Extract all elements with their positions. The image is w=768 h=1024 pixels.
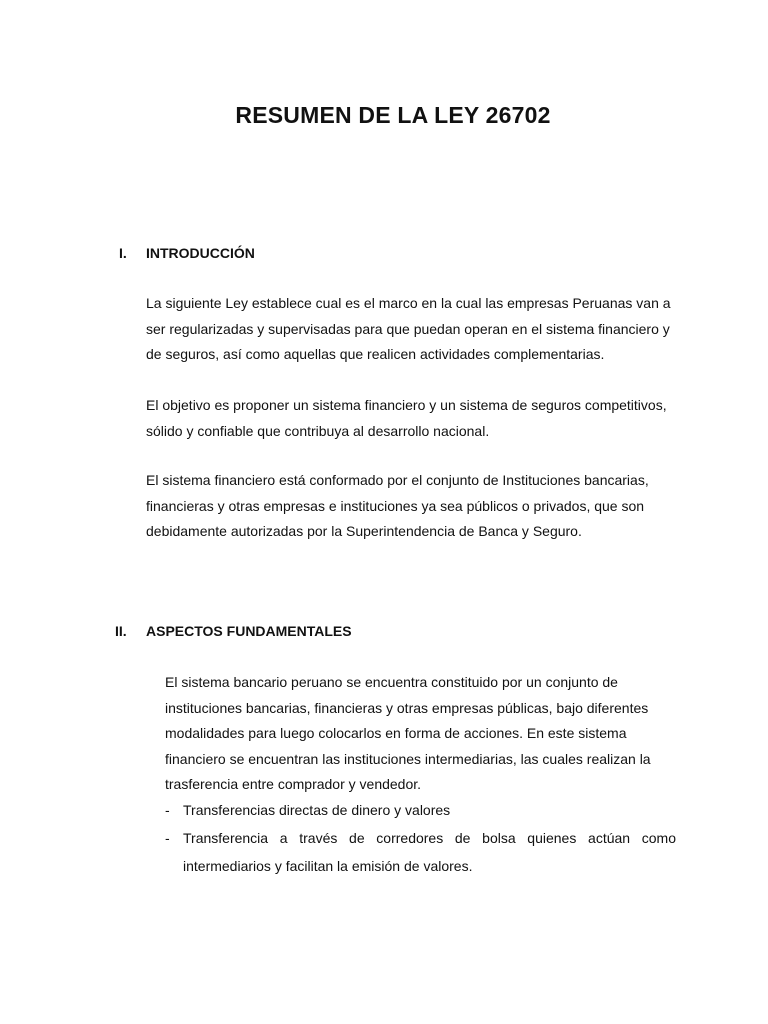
bullet-item xyxy=(165,824,676,880)
bullet-text: Transferencia a través de corredores de bolsa quienes actúan como intermediarios y facilitan la emisión de valores. xyxy=(183,830,676,874)
section-heading-introduccion xyxy=(119,245,419,265)
bullet-item xyxy=(165,796,676,824)
paragraph-intro-2: El objetivo es proponer un sistema financiero y un sistema de seguros competitivos, sólido y confiable que contribuya al desarrollo nacional. xyxy=(146,397,667,439)
bullet-text: Transferencias directas de dinero y valores xyxy=(183,802,451,818)
section-number: I. xyxy=(119,245,127,261)
bullet-dash: - xyxy=(165,830,170,846)
section-number: II. xyxy=(115,623,127,639)
paragraph-intro-1: La siguiente Ley establece cual es el marco en la cual las empresas Peruanas van a ser regularizadas y supervisadas para que puedan operan en el sistema financiero y de seguros, así como aquellas que realicen actividades complementarias. xyxy=(146,295,671,362)
paragraph-aspectos-1: El sistema bancario peruano se encuentra constituido por un conjunto de instituciones bancarias, financieras y otras empresas públicas, bajo diferentes modalidades para luego colocarlos en forma de acciones. En este sistema financiero se encuentran las instituciones intermediarias, las cuales realizan la trasferencia entre comprador y vendedor. xyxy=(165,674,651,792)
bullet-dash: - xyxy=(165,802,170,818)
section-title: INTRODUCCIÓN xyxy=(146,245,255,261)
section-heading-aspectos-fundamentales xyxy=(115,623,515,643)
document-title: RESUMEN DE LA LEY 26702 xyxy=(235,102,551,128)
section-title: ASPECTOS FUNDAMENTALES xyxy=(146,623,352,639)
paragraph-intro-3: El sistema financiero está conformado por el conjunto de Instituciones bancarias, financieras y otras empresas e instituciones ya sea públicos o privados, que son debidamente autorizadas por la Superintendencia de Banca y Seguro. xyxy=(146,472,649,539)
